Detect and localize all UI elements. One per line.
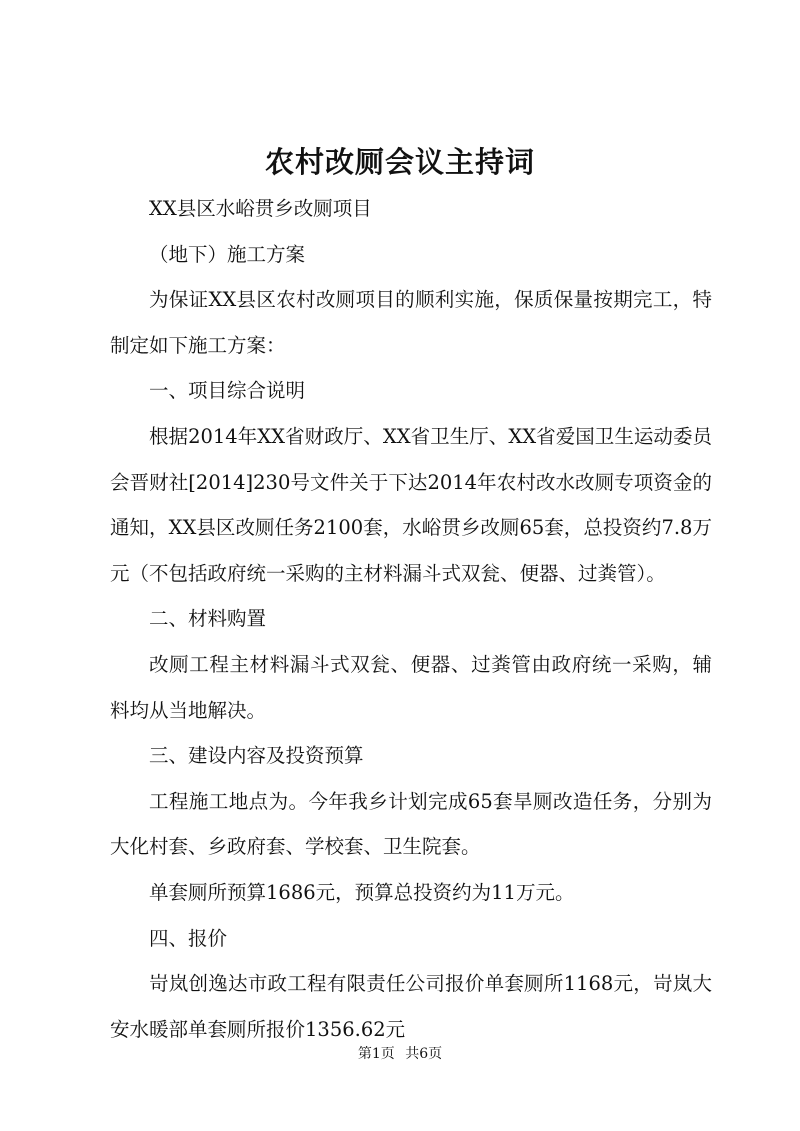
section-heading-2: 二、材料购置 — [149, 607, 267, 631]
section-heading-1: 一、项目综合说明 — [149, 379, 306, 403]
paragraph-project-name: XX县区水峪贯乡改厕项目 — [149, 197, 372, 220]
page-number: 第1页 — [357, 1046, 395, 1062]
paragraph-materials: 改厕工程主材料漏斗式双瓮、便器、过粪管由政府统一采购，辅料均从当地解决。 — [110, 652, 712, 722]
paragraph-intro: 为保证XX县区农村改厕项目的顺利实施，保质保量按期完工，特制定如下施工方案： — [110, 288, 712, 357]
document-title: 农村改厕会议主持词 — [264, 145, 535, 179]
page-total: 共6页 — [405, 1046, 443, 1062]
paragraph-budget: 单套厕所预算1686元，预算总投资约为11万元。 — [149, 880, 575, 904]
paragraph-overview: 根据2014年XX省财政厅、XX省卫生厅、XX省爱国卫生运动委员会晋财社[2014]230号文件关于下达2014年农村改水改厕专项资金的通知，XX县区改厕任务2100套，水峪贯乡改厕65套，总投资约7.8万元（不包括政府统一采购的主材料漏斗式双瓮、便器、过粪管）。 — [110, 424, 712, 585]
paragraph-plan-title: （地下）施工方案 — [149, 242, 306, 266]
page-footer — [0, 1044, 800, 1064]
section-heading-4: 四、报价 — [149, 926, 228, 950]
paragraph-site: 工程施工地点为。今年我乡计划完成65套旱厕改造任务，分别为大化村套、乡政府套、学校套、卫生院套。 — [110, 789, 712, 859]
document-body — [110, 186, 712, 1052]
section-heading-3: 三、建设内容及投资预算 — [149, 744, 364, 768]
paragraph-quotes: 岢岚创逸达市政工程有限责任公司报价单套厕所1168元，岢岚大安水暖部单套厕所报价1356.62元 — [110, 972, 712, 1041]
